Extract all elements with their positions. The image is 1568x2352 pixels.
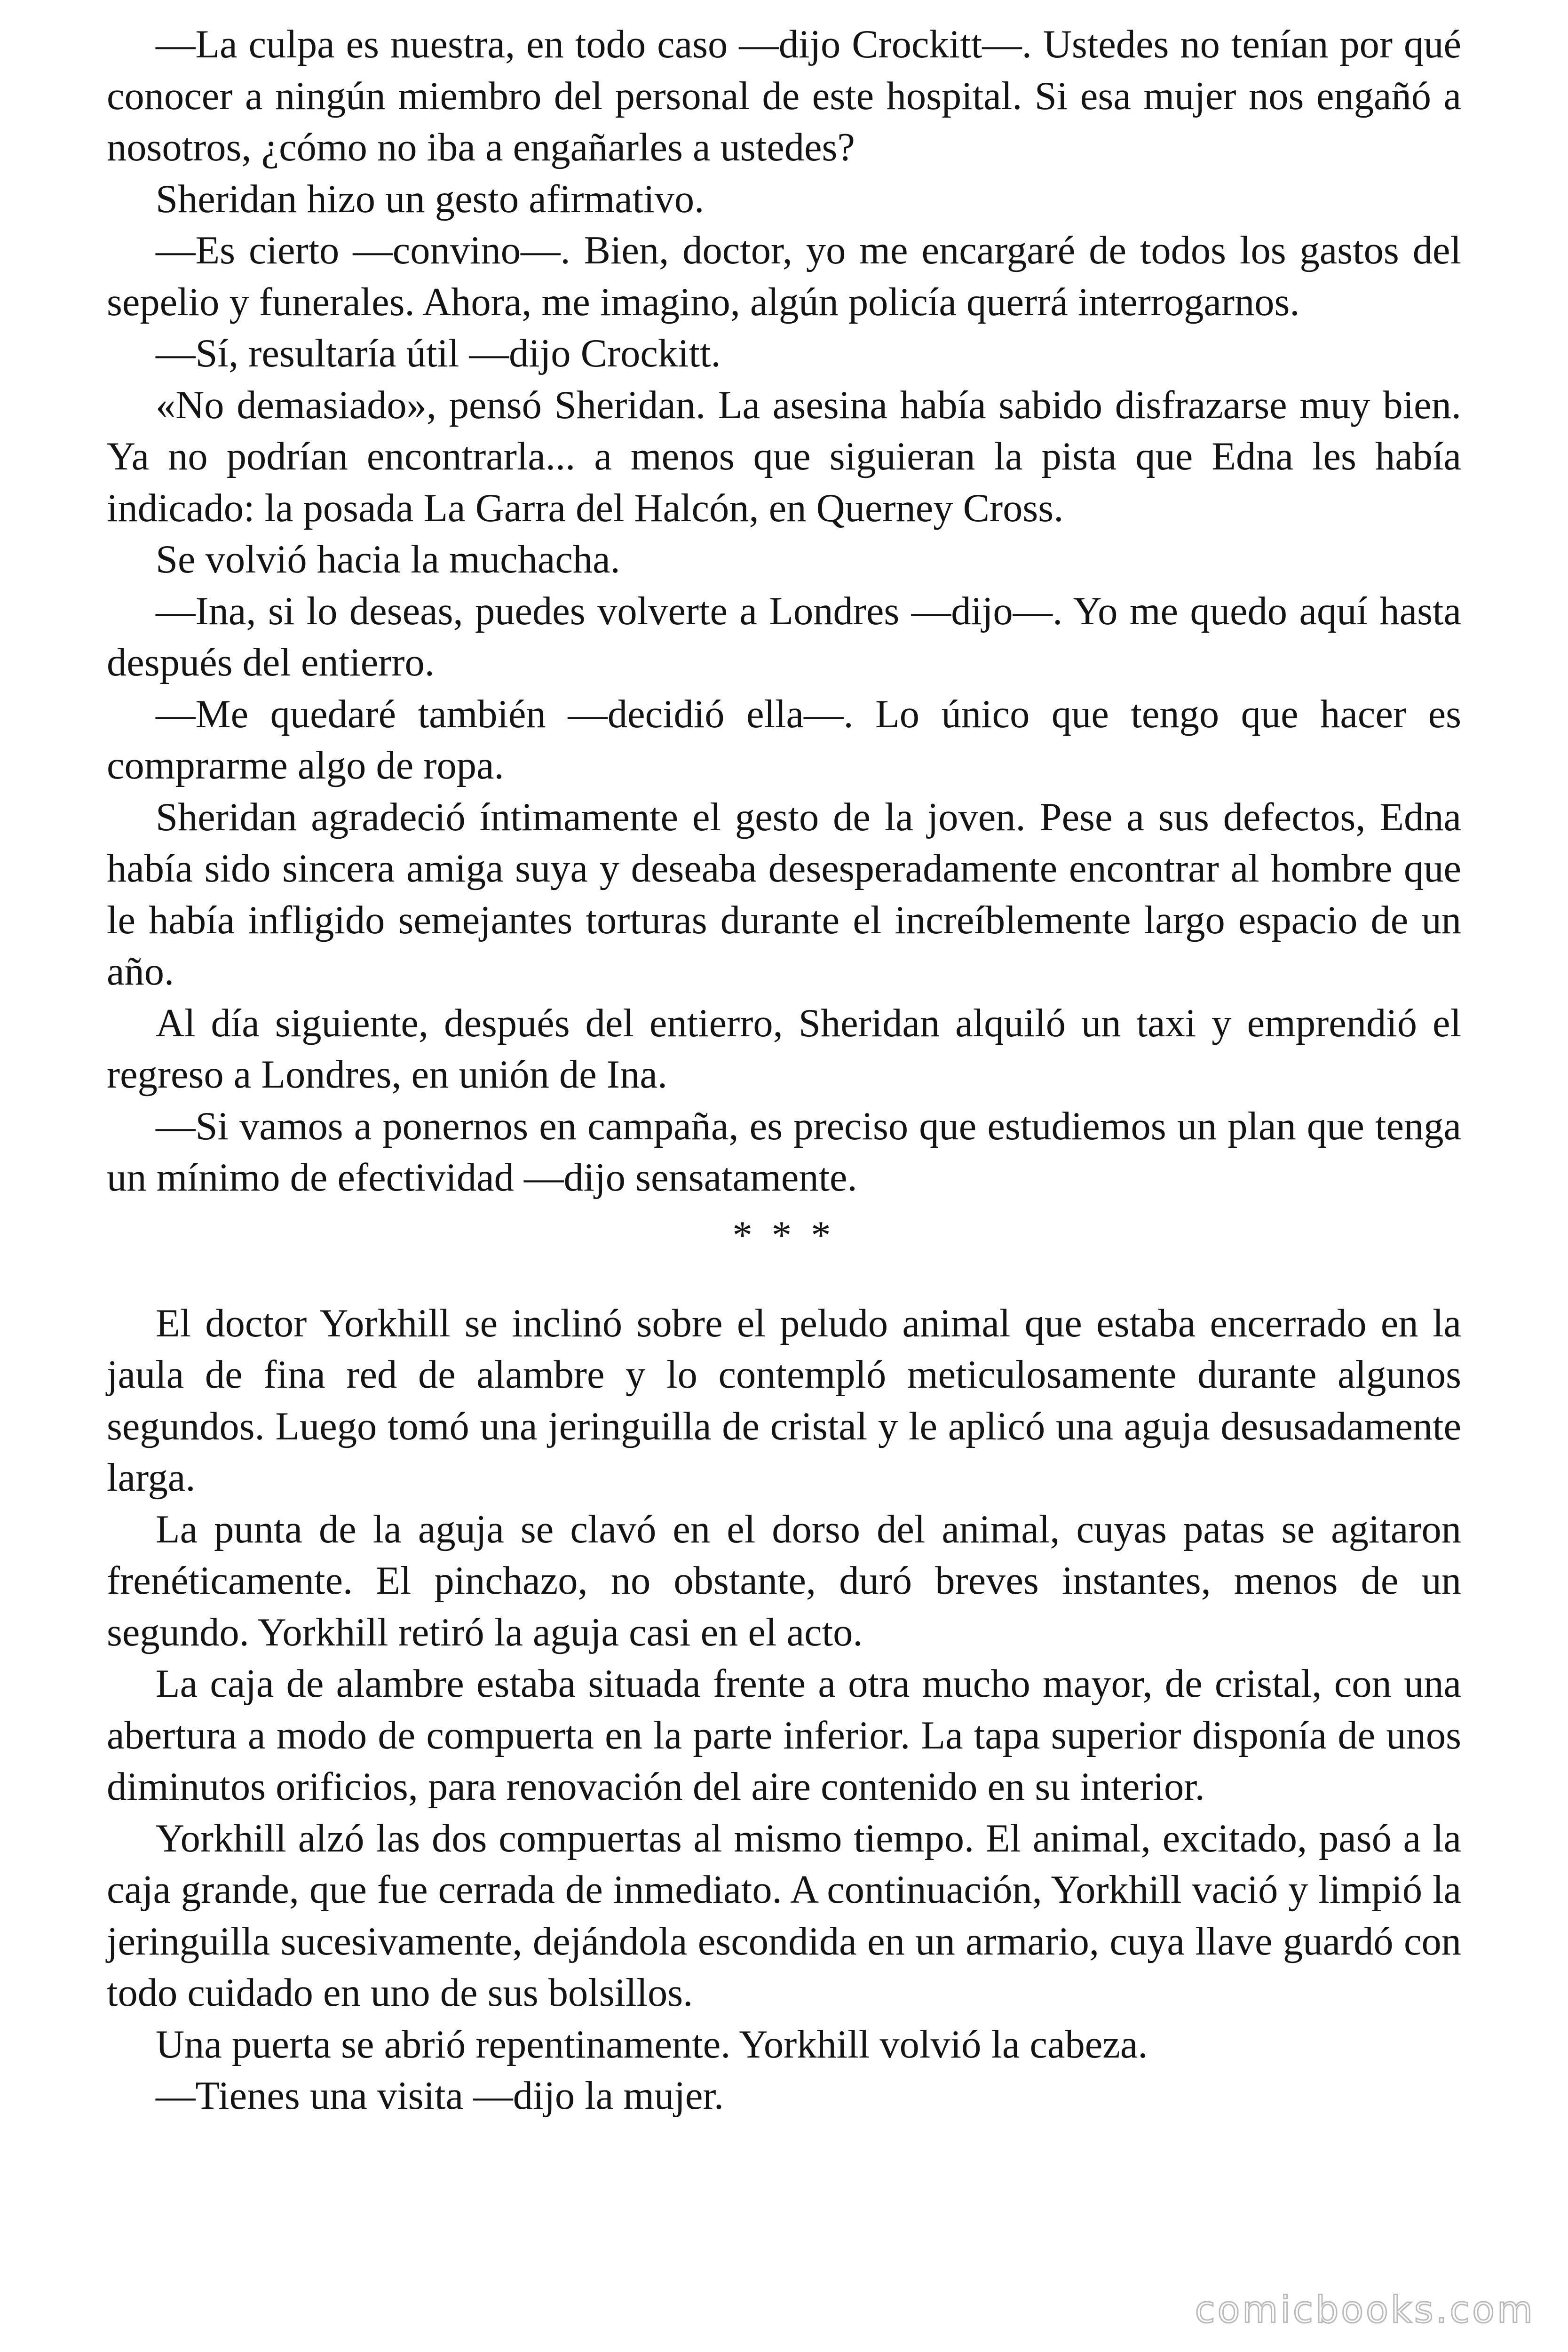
paragraph: Sheridan agradeció íntimamente el gesto de la joven. Pese a sus defectos, Edna había sido sincera amiga suya y deseaba desesperadamente encontrar al hombre que le había infligido semejantes torturas durante el increíblemente largo espacio de un año. xyxy=(107,795,1461,993)
paragraph: —Tienes una visita —dijo la mujer. xyxy=(156,2074,724,2118)
paragraph: Sheridan hizo un gesto afirmativo. xyxy=(156,177,705,221)
paragraph: —Ina, si lo deseas, puedes volverte a Londres —dijo—. Yo me quedo aquí hasta después del entierro. xyxy=(107,589,1461,684)
paragraph: Una puerta se abrió repentinamente. Yorkhill volvió la cabeza. xyxy=(156,2022,1148,2066)
paragraph: La caja de alambre estaba situada frente a otra mucho mayor, de cristal, con una abertura a modo de compuerta en la parte inferior. La tapa superior disponía de unos diminutos orificios, para renovación del aire contenido en su interior. xyxy=(107,1662,1461,1809)
paragraph: —Me quedaré también —decidió ella—. Lo único que tengo que hacer es comprarme algo de ropa. xyxy=(107,692,1461,787)
paragraph: —Si vamos a ponernos en campaña, es preciso que estudiemos un plan que tenga un mínimo de efectividad —dijo sensatamente. xyxy=(107,1104,1461,1200)
paragraph: —La culpa es nuestra, en todo caso —dijo Crockitt—. Ustedes no tenían por qué conocer a ningún miembro del personal de este hospital. Si esa mujer nos engañó a nosotros, ¿cómo no iba a engañarles a ustedes? xyxy=(107,23,1461,169)
paragraph: «No demasiado», pensó Sheridan. La asesina había sabido disfrazarse muy bien. Ya no podrían encontrarla... a menos que siguieran la pista que Edna les había indicado: la posada La Garra del Halcón, en Querney Cross. xyxy=(107,383,1461,530)
paragraph: Se volvió hacia la muchacha. xyxy=(156,538,620,581)
paragraph: El doctor Yorkhill se inclinó sobre el peludo animal que estaba encerrado en la jaula de fina red de alambre y lo contempló meticulosamente durante algunos segundos. Luego tomó una jeringuilla de cristal y le aplicó una aguja desusadamente larga. xyxy=(107,1301,1461,1500)
paragraph: —Sí, resultaría útil —dijo Crockitt. xyxy=(156,332,721,375)
paragraph: La punta de la aguja se clavó en el dorso del animal, cuyas patas se agitaron frenéticamente. El pinchazo, no obstante, duró breves instantes, menos de un segundo. Yorkhill retiró la aguja casi en el acto. xyxy=(107,1507,1461,1654)
book-page xyxy=(107,19,1461,2122)
paragraph: Yorkhill alzó las dos compuertas al mismo tiempo. El animal, excitado, pasó a la caja grande, que fue cerrada de inmediato. A continuación, Yorkhill vació y limpió la jeringuilla sucesivamente, dejándola escondida en un armario, cuya llave guardó con todo cuidado en uno de sus bolsillos. xyxy=(107,1816,1461,2015)
paragraph: Al día siguiente, después del entierro, Sheridan alquiló un taxi y emprendió el regreso a Londres, en unión de Ina. xyxy=(107,1001,1461,1097)
scene-break-separator: * * * xyxy=(732,1213,836,1257)
source-watermark: comicbooks.com xyxy=(1195,2289,1535,2331)
paragraph: —Es cierto —convino—. Bien, doctor, yo me encargaré de todos los gastos del sepelio y funerales. Ahora, me imagino, algún policía querrá interrogarnos. xyxy=(107,229,1461,324)
